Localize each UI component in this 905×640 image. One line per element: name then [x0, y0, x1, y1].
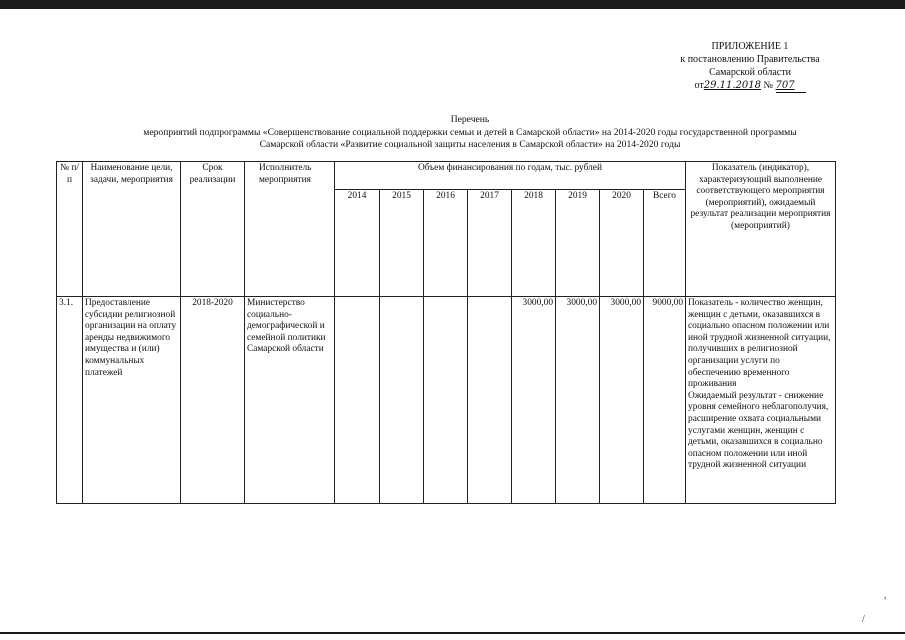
scan-bottom-border	[0, 632, 905, 634]
date-prefix: от	[694, 80, 704, 91]
header-row	[57, 162, 836, 190]
header-year-2014: 2014	[335, 190, 380, 297]
row-value-2018: 3000,00	[512, 297, 556, 504]
header-executor: Исполнитель мероприятия	[245, 162, 335, 297]
scan-speck: ,	[884, 590, 887, 601]
appendix-line1: к постановлению Правительства	[680, 54, 820, 65]
row-value-total: 9000,00	[644, 297, 686, 504]
header-total: Всего	[644, 190, 686, 297]
document-heading	[40, 114, 900, 152]
header-num: № п/п	[57, 162, 83, 297]
row-num: 3.1.	[57, 297, 83, 504]
scan-top-border	[0, 0, 905, 9]
row-value-2015	[380, 297, 424, 504]
appendix-title: ПРИЛОЖЕНИЕ 1	[711, 41, 789, 52]
heading-line-subprogram: мероприятий подпрограммы «Совершенствование социальной поддержки семьи и детей в Самарской области» на 2014-2020 годы государственной программы	[143, 126, 797, 138]
appendix-line2: Самарской области	[709, 67, 791, 78]
row-name: Предоставление субсидии религиозной организации на оплату аренды недвижимого имущества и (или) коммунальных платежей	[83, 297, 181, 504]
row-term: 2018-2020	[181, 297, 245, 504]
handwritten-date: 29.11.2018	[703, 80, 761, 91]
scan-speck: /	[862, 614, 865, 625]
header-year-2020: 2020	[600, 190, 644, 297]
header-indicator: Показатель (индикатор), характеризующий выполнение соответствующего мероприятия (мероприятий), ожидаемый результат реализации мероприятия (мероприятий)	[686, 162, 836, 297]
header-year-2015: 2015	[380, 190, 424, 297]
appendix-block	[640, 40, 860, 93]
row-indicator: Показатель - количество женщин, женщин с детьми, оказавшихся в социально опасном положении или иной трудной жизненной ситуации, получивших в религиозной организации услуги по обеспечению временного проживания	[688, 298, 831, 390]
row-indicator-cell	[686, 297, 836, 504]
table-row	[57, 297, 836, 504]
handwritten-number: 707	[776, 79, 806, 93]
row-executor: Министерство социально-демографической и семейной политики Самарской области	[245, 297, 335, 504]
row-value-2019: 3000,00	[556, 297, 600, 504]
row-expected-result: Ожидаемый результат - снижение уровня семейного неблагополучия, расширение охвата социальными услугами женщин, женщин с детьми, оказавшихся в социально опасном положении или иной трудной жизненной ситуации	[688, 390, 829, 471]
row-value-2017	[468, 297, 512, 504]
header-year-2016: 2016	[424, 190, 468, 297]
header-year-2017: 2017	[468, 190, 512, 297]
row-value-2014	[335, 297, 380, 504]
row-value-2016	[424, 297, 468, 504]
header-year-2019: 2019	[556, 190, 600, 297]
heading-line-program: Самарской области «Развитие социальной защиты населения в Самарской области» на 2014-2020 годы	[259, 139, 681, 150]
heading-title: Перечень	[450, 114, 490, 125]
number-prefix: №	[763, 80, 774, 91]
appendix-date-line	[694, 79, 805, 93]
header-financing: Объем финансирования по годам, тыс. рублей	[335, 162, 686, 190]
header-year-2018: 2018	[512, 190, 556, 297]
header-name: Наименование цели, задачи, мероприятия	[83, 162, 181, 297]
measures-table	[56, 161, 836, 504]
header-term: Срок реализации	[181, 162, 245, 297]
row-value-2020: 3000,00	[600, 297, 644, 504]
